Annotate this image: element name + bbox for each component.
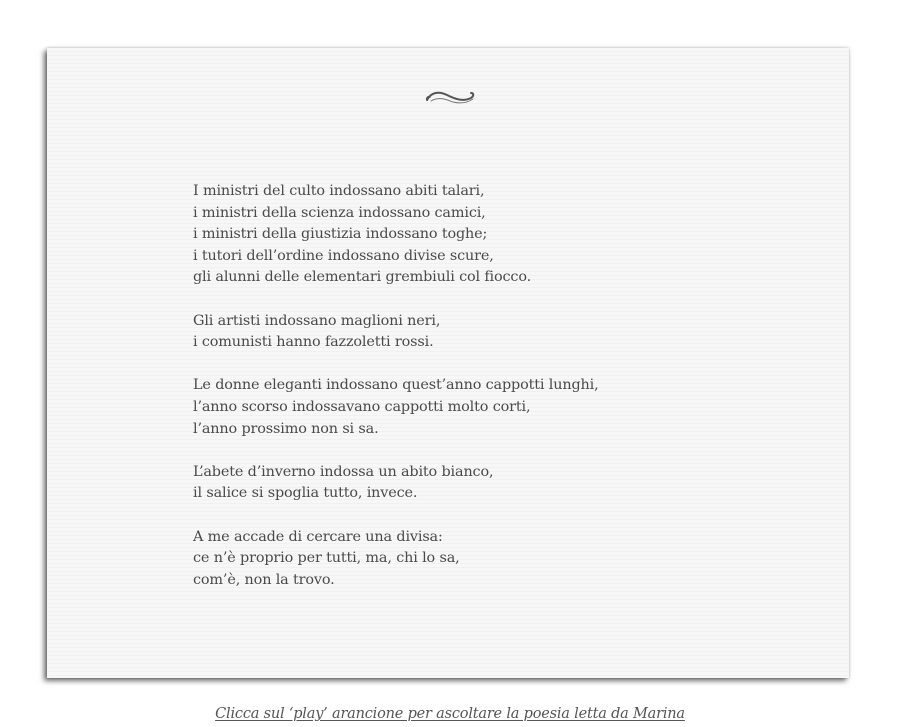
poem-line: i ministri della giustizia indossano toghe; (193, 226, 488, 243)
poem-stanza-1 (193, 181, 753, 289)
poem-line: i ministri della scienza indossano camici, (193, 204, 486, 221)
flourish-ornament-icon (423, 86, 477, 108)
poem-text (193, 181, 753, 613)
poem-stanza-5 (193, 527, 753, 592)
poem-line: i comunisti hanno fazzoletti rossi. (193, 334, 434, 351)
poem-line: I ministri del culto indossano abiti talari, (193, 183, 485, 199)
play-audio-link[interactable]: Clicca sul ‘play’ arancione per ascoltare la poesia letta da Marina (215, 706, 685, 722)
poem-line: Le donne eleganti indossano quest’anno cappotti lunghi, (193, 377, 599, 394)
poem-stanza-3 (193, 375, 753, 440)
poem-stanza-4 (193, 462, 753, 505)
poem-line: l’anno prossimo non si sa. (193, 420, 379, 437)
poem-line: il salice si spoglia tutto, invece. (193, 485, 418, 502)
poem-line: Gli artisti indossano maglioni neri, (193, 312, 441, 329)
poem-line: ce n’è proprio per tutti, ma, chi lo sa, (193, 550, 460, 567)
poem-line: gli alunni delle elementari grembiuli col fiocco. (193, 269, 532, 286)
poem-line: com’è, non la trovo. (193, 571, 335, 588)
poem-card (47, 48, 849, 678)
poem-line: i tutori dell’ordine indossano divise scure, (193, 247, 494, 264)
poem-line: L’abete d’inverno indossa un abito bianco, (193, 463, 494, 480)
poem-line: A me accade di cercare una divisa: (193, 528, 443, 545)
poem-stanza-2 (193, 311, 753, 354)
poem-line: l’anno scorso indossavano cappotti molto corti, (193, 398, 531, 415)
